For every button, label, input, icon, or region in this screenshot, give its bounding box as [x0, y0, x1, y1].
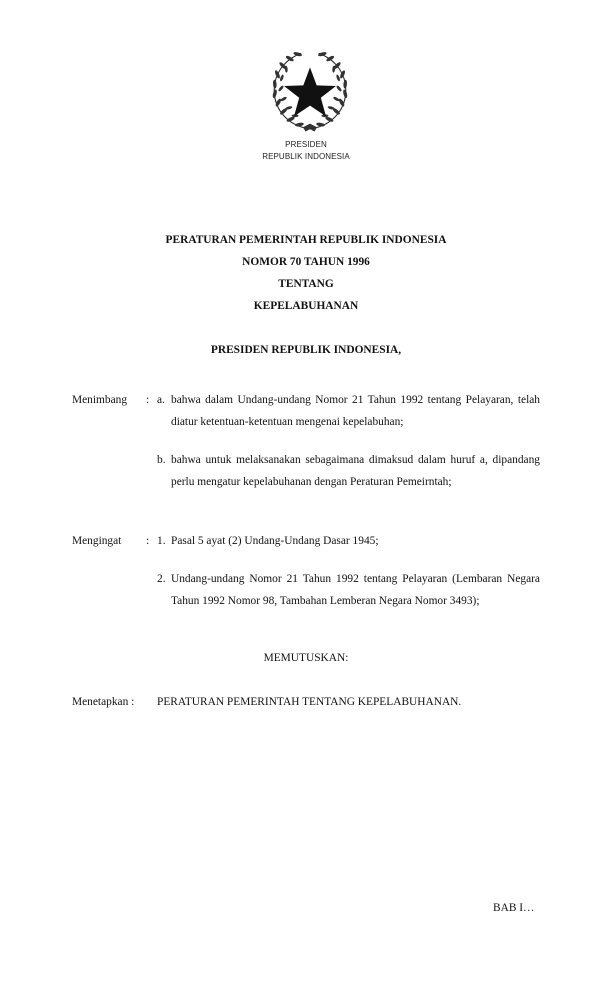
mengingat-item-1-text: Pasal 5 ayat (2) Undang-Undang Dasar 1945;: [171, 535, 379, 547]
mengingat-label: Mengingat: [72, 535, 122, 547]
menetapkan-label: Menetapkan :: [72, 696, 135, 708]
menimbang-item-b-text: bahwa untuk melaksanakan sebagaimana dimaksud dalam huruf a, dipandang perlu mengatur kepelabuhanan dengan Peraturan Pemeirntah;: [171, 454, 540, 488]
menimbang-label: Menimbang: [72, 394, 128, 406]
mengingat-item-1-marker: 1.: [157, 535, 166, 547]
menimbang-colon: :: [146, 394, 150, 406]
mengingat-colon: :: [146, 535, 150, 547]
page-continuation: BAB I…: [493, 902, 535, 914]
menimbang-item-b-marker: b.: [157, 454, 166, 466]
document-subject: KEPELABUHANAN: [253, 300, 359, 312]
document-tentang: TENTANG: [278, 278, 334, 290]
menimbang-item-a-marker: a.: [157, 394, 165, 406]
emblem-caption-presiden: PRESIDEN: [285, 140, 327, 149]
document-title: PERATURAN PEMERINTAH REPUBLIK INDONESIA: [165, 234, 447, 246]
mengingat-item-2-marker: 2.: [157, 573, 166, 585]
document-number: NOMOR 70 TAHUN 1996: [242, 256, 370, 268]
emblem-caption-republik: REPUBLIK INDONESIA: [262, 152, 350, 161]
presidential-emblem-icon: [266, 48, 354, 136]
memutuskan-heading: MEMUTUSKAN:: [263, 652, 349, 664]
menetapkan-text: PERATURAN PEMERINTAH TENTANG KEPELABUHANAN.: [157, 696, 462, 708]
issuer-heading: PRESIDEN REPUBLIK INDONESIA,: [210, 344, 402, 356]
mengingat-item-2-text: Undang-undang Nomor 21 Tahun 1992 tentang Pelayaran (Lembaran Negara Tahun 1992 Nomor 98, Tambahan Lemberan Negara Nomor 3493);: [171, 573, 540, 607]
menimbang-item-a-text: bahwa dalam Undang-undang Nomor 21 Tahun 1992 tentang Pelayaran, telah diatur ketentuan-ketentuan mengenai kepelabuhan;: [171, 394, 540, 428]
